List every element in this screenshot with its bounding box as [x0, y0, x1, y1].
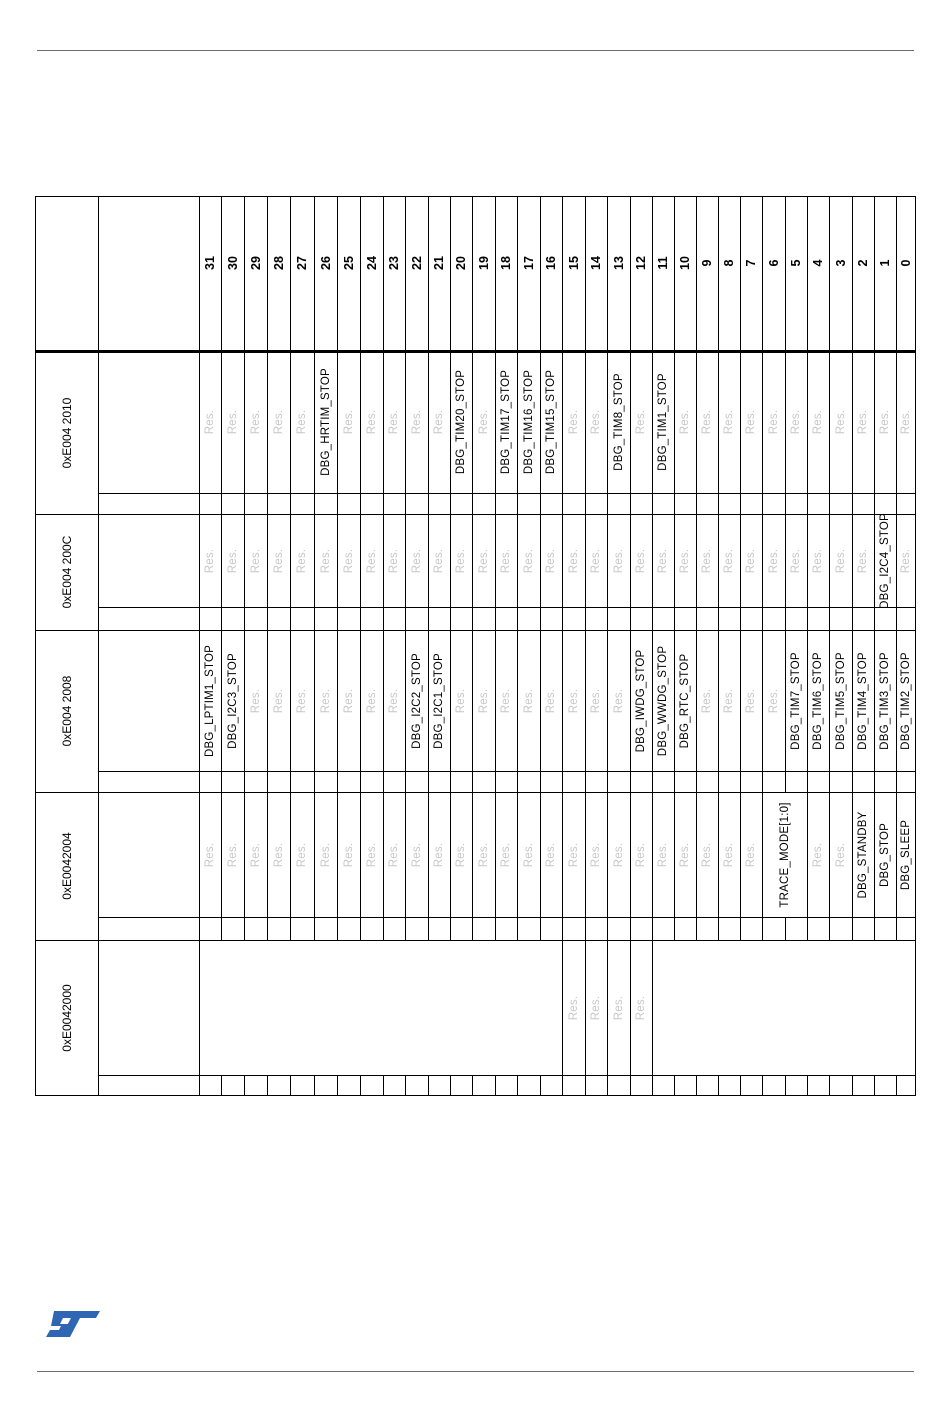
reserved-field-label: Res.: [745, 409, 757, 435]
bit-number-label: 20: [454, 256, 468, 270]
bit-number-label: 6: [766, 259, 781, 267]
bit-number-label: 9: [700, 259, 714, 267]
reserved-field-label: Res.: [812, 548, 824, 573]
reset-value-cell: [314, 917, 337, 940]
reserved-field-label: Res.: [545, 688, 557, 713]
register-field-label: DBG_IWDG_STOP: [635, 649, 647, 752]
reserved-field-label: Res.: [249, 409, 262, 435]
bit-number-label: 27: [295, 256, 309, 270]
reset-value-cell: [652, 1075, 674, 1096]
register-field-label: DBG_TIM6_STOP: [812, 651, 824, 750]
reserved-field-label: Res.: [319, 688, 332, 713]
reserved-field-label: Res.: [342, 409, 355, 435]
bit-number-label: 19: [476, 256, 491, 270]
reserved-field-label: Res.: [477, 842, 490, 867]
register-offset-label: 0xE004 2010: [59, 397, 74, 468]
register-field-label: DBG_TIM20_STOP: [455, 369, 467, 475]
reserved-field-label: Res.: [272, 688, 285, 713]
bit-number-label: 3: [833, 259, 848, 267]
reserved-field-label: Res.: [723, 688, 735, 713]
register-name-cell: [98, 514, 199, 607]
reserved-field-label: Res.: [388, 409, 400, 435]
reserved-field-label: Res.: [455, 842, 467, 867]
register-field-label: DBG_I2C2_STOP: [410, 652, 423, 749]
reset-value-cell: [450, 917, 472, 940]
register-name-cell: [98, 940, 199, 1075]
reset-value-cell: [740, 1075, 762, 1096]
register-field-label: DBG_STOP: [879, 822, 891, 887]
reserved-field-label: Res.: [365, 842, 378, 867]
reserved-field-label: Res.: [635, 548, 647, 573]
reset-value-cell: [495, 917, 517, 940]
bit-number-label: 15: [566, 256, 581, 270]
reserved-field-label: Res.: [272, 548, 285, 573]
bit-number-label: 31: [203, 256, 217, 270]
reset-value-label-cell: [98, 493, 199, 514]
reset-value-cell: [383, 1075, 405, 1096]
bit-number-label: 12: [634, 256, 648, 270]
reserved-field-label: Res.: [834, 548, 847, 573]
reserved-field-label: Res.: [790, 548, 802, 573]
bit-number-label: 22: [409, 256, 424, 270]
reserved-field-label: Res.: [590, 842, 602, 867]
reset-value-cell: [630, 1075, 652, 1096]
reserved-field-label: Res.: [679, 548, 691, 573]
reserved-field-label: Res.: [410, 409, 423, 435]
reserved-field-label: Res.: [455, 548, 467, 573]
reserved-field-label: Res.: [857, 548, 869, 573]
reset-value-cell: [360, 917, 383, 940]
register-field-blank: [652, 940, 916, 1075]
register-name-cell: [98, 630, 199, 771]
bit-number-label: 13: [611, 256, 626, 270]
reset-value-cell: [807, 917, 829, 940]
offset-header-cell: [35, 196, 98, 351]
reserved-field-label: Res.: [635, 409, 647, 435]
reset-value-cell: [740, 917, 762, 940]
reset-value-cell: [221, 917, 244, 940]
reserved-field-label: Res.: [612, 842, 625, 867]
reset-value-cell: [696, 917, 718, 940]
reset-value-label-cell: [98, 607, 199, 630]
reset-value-cell: [495, 1075, 517, 1096]
reserved-field-label: Res.: [226, 842, 239, 867]
reserved-field-label: Res.: [745, 688, 757, 713]
register-field-label: DBG_TIM4_STOP: [857, 651, 869, 750]
reset-value-cell: [540, 917, 562, 940]
reserved-field-label: Res.: [226, 548, 239, 573]
reserved-field-label: Res.: [249, 842, 262, 867]
reserved-field-label: Res.: [701, 548, 713, 573]
bit-number-label: 23: [387, 256, 401, 270]
register-field-label: TRACE_MODE[1:0]: [778, 801, 791, 908]
reset-value-cell: [267, 917, 290, 940]
bit-number-label: 1: [878, 259, 892, 267]
reset-value-label-cell: [98, 1075, 199, 1096]
reserved-field-label: Res.: [296, 842, 308, 867]
reset-value-cell: [428, 1075, 450, 1096]
bit-number-label: 8: [722, 259, 736, 267]
reset-value-cell: [696, 1075, 718, 1096]
reserved-field-label: Res.: [857, 409, 869, 435]
bit-number-label: 7: [744, 259, 758, 267]
reset-value-cell: [852, 1075, 874, 1096]
reserved-field-label: Res.: [500, 548, 512, 573]
register-field-label: DBG_HRTIM_STOP: [319, 368, 332, 476]
reserved-field-label: Res.: [477, 409, 490, 435]
bit-number-label: 5: [789, 259, 803, 267]
reset-value-cell: [199, 917, 221, 940]
reserved-field-label: Res.: [296, 409, 308, 435]
register-field-label: DBG_TIM16_STOP: [522, 369, 535, 475]
register-offset-label: 0xE0042000: [59, 984, 74, 1052]
reset-value-cell: [472, 917, 495, 940]
reserved-field-label: Res.: [812, 842, 824, 867]
bit-number-label: 29: [248, 256, 263, 270]
reset-value-cell: [607, 1075, 630, 1096]
reserved-field-label: Res.: [249, 548, 262, 573]
reset-value-cell: [337, 917, 360, 940]
register-field-label: DBG_TIM7_STOP: [790, 651, 802, 750]
register-name-cell: [98, 351, 199, 493]
reset-value-cell: [896, 1075, 916, 1096]
reserved-field-label: Res.: [410, 842, 423, 867]
reserved-field-label: Res.: [249, 688, 262, 713]
reserved-field-label: Res.: [272, 842, 285, 867]
footer-rule: [37, 1371, 914, 1372]
reset-value-cell: [244, 917, 267, 940]
reserved-field-label: Res.: [296, 688, 308, 713]
register-field-label: DBG_TIM15_STOP: [545, 369, 557, 475]
register-field-label: DBG_WWDG_STOP: [657, 645, 669, 756]
reserved-field-label: Res.: [790, 409, 802, 435]
reserved-field-label: Res.: [388, 548, 400, 573]
reserved-field-label: Res.: [812, 409, 824, 435]
register-field-label: DBG_LPTIM1_STOP: [204, 644, 216, 757]
reserved-field-label: Res.: [590, 548, 602, 573]
register-field-label: DBG_I2C4_STOP: [879, 512, 891, 609]
register-header-cell: [98, 196, 199, 351]
bit-number-label: 18: [499, 256, 513, 270]
register-map-table: [35, 196, 916, 1096]
reset-value-cell: [807, 1075, 829, 1096]
reserved-field-label: Res.: [319, 548, 332, 573]
reset-value-cell: [652, 917, 674, 940]
reserved-field-label: Res.: [477, 688, 490, 713]
reserved-field-label: Res.: [388, 842, 400, 867]
register-field-label: DBG_TIM5_STOP: [834, 651, 847, 750]
reserved-field-label: Res.: [522, 842, 535, 867]
st-logo-s-shape: [46, 1311, 100, 1337]
reserved-field-label: Res.: [679, 409, 691, 435]
reserved-field-label: Res.: [767, 409, 780, 435]
reset-value-cell: [562, 1075, 585, 1096]
reserved-field-label: Res.: [701, 409, 713, 435]
reset-value-cell: [718, 1075, 740, 1096]
reserved-field-label: Res.: [226, 409, 239, 435]
reserved-field-label: Res.: [900, 409, 912, 435]
register-field-label: DBG_STANDBY: [857, 811, 869, 898]
bit-number-label: 10: [678, 256, 692, 270]
reset-value-cell: [199, 1075, 221, 1096]
reserved-field-label: Res.: [567, 409, 580, 435]
reserved-field-label: Res.: [635, 842, 647, 867]
reset-value-cell: [674, 1075, 696, 1096]
reserved-field-label: Res.: [204, 548, 216, 573]
reserved-field-label: Res.: [900, 548, 912, 573]
register-field-label: DBG_SLEEP: [900, 819, 912, 890]
reserved-field-label: Res.: [296, 548, 308, 573]
reset-value-cell: [896, 917, 916, 940]
register-field-label: DBG_I2C1_STOP: [433, 652, 445, 749]
reserved-field-label: Res.: [657, 842, 669, 867]
reset-value-cell: [290, 1075, 314, 1096]
reset-value-cell: [450, 1075, 472, 1096]
reserved-field-label: Res.: [319, 842, 332, 867]
reserved-field-label: Res.: [433, 842, 445, 867]
reserved-field-label: Res.: [433, 409, 445, 435]
reserved-field-label: Res.: [204, 409, 216, 435]
register-name-cell: [98, 792, 199, 917]
bit-number-label: 0: [899, 259, 913, 267]
reserved-field-label: Res.: [433, 548, 445, 573]
register-field-label: Res.: [612, 995, 625, 1020]
register-field-label: DBG_TIM3_STOP: [879, 651, 891, 750]
reserved-field-label: Res.: [723, 548, 735, 573]
bit-number-label: 21: [432, 256, 446, 270]
header-rule: [37, 50, 914, 51]
bit-number-label: 2: [856, 259, 870, 267]
register-field-label: DBG_I2C3_STOP: [226, 652, 239, 749]
reserved-field-label: Res.: [365, 548, 378, 573]
reserved-field-label: Res.: [477, 548, 490, 573]
header-separator: [35, 350, 916, 353]
reserved-field-label: Res.: [410, 548, 423, 573]
reset-value-cell: [383, 917, 405, 940]
reserved-field-label: Res.: [522, 688, 535, 713]
reserved-field-label: Res.: [701, 842, 713, 867]
reserved-field-label: Res.: [522, 548, 535, 573]
reserved-field-label: Res.: [567, 548, 580, 573]
reset-value-cell: [517, 917, 540, 940]
reserved-field-label: Res.: [612, 688, 625, 713]
register-field-label: DBG_TIM2_STOP: [900, 651, 912, 750]
reset-value-cell: [314, 1075, 337, 1096]
reset-value-cell: [267, 1075, 290, 1096]
reset-value-cell: [674, 917, 696, 940]
register-field-label: Res.: [567, 995, 580, 1020]
reserved-field-label: Res.: [590, 409, 602, 435]
bit-number-label: 25: [341, 256, 356, 270]
reserved-field-label: Res.: [204, 842, 216, 867]
bit-number-label: 4: [811, 259, 825, 267]
register-field-label: DBG_TIM8_STOP: [612, 373, 625, 471]
reset-value-cell: [360, 1075, 383, 1096]
reserved-field-label: Res.: [679, 842, 691, 867]
reserved-field-label: Res.: [723, 842, 735, 867]
reserved-field-label: Res.: [365, 409, 378, 435]
bit-number-label: 11: [656, 256, 670, 270]
reserved-field-label: Res.: [745, 842, 757, 867]
reserved-field-label: Res.: [567, 688, 580, 713]
reset-value-label-cell: [98, 917, 199, 940]
reset-value-cell: [852, 917, 874, 940]
register-field-label: DBG_TIM1_STOP: [657, 373, 669, 471]
st-logo: [44, 1309, 102, 1339]
reset-value-cell: [405, 1075, 428, 1096]
reset-value-cell: [785, 917, 807, 940]
reserved-field-label: Res.: [342, 548, 355, 573]
reset-value-cell: [221, 1075, 244, 1096]
bit-number-label: 14: [589, 256, 603, 270]
reset-value-cell: [829, 1075, 852, 1096]
reserved-field-label: Res.: [590, 688, 602, 713]
reserved-field-label: Res.: [342, 688, 355, 713]
reserved-field-label: Res.: [272, 409, 285, 435]
reset-value-cell: [762, 917, 785, 940]
reset-value-cell: [244, 1075, 267, 1096]
reserved-field-label: Res.: [455, 688, 467, 713]
reset-value-cell: [290, 917, 314, 940]
reset-value-cell: [517, 1075, 540, 1096]
reserved-field-label: Res.: [657, 548, 669, 573]
reset-value-cell: [472, 1075, 495, 1096]
reserved-field-label: Res.: [388, 688, 400, 713]
reserved-field-label: Res.: [612, 548, 625, 573]
bit-number-label: 30: [225, 256, 240, 270]
reset-value-cell: [718, 917, 740, 940]
reserved-field-label: Res.: [500, 688, 512, 713]
reset-value-cell: [829, 917, 852, 940]
register-field-label: Res.: [590, 995, 602, 1020]
reset-value-cell: [762, 1075, 785, 1096]
reset-value-cell: [874, 917, 896, 940]
reserved-field-label: Res.: [767, 548, 780, 573]
bit-number-label: 24: [364, 256, 379, 270]
reset-value-cell: [337, 1075, 360, 1096]
reset-value-cell: [428, 917, 450, 940]
register-field-label: Res.: [635, 995, 647, 1020]
bit-number-label: 16: [544, 256, 558, 270]
register-offset-label: 0xE0042004: [59, 832, 74, 900]
reset-value-cell: [540, 1075, 562, 1096]
reset-value-label-cell: [98, 771, 199, 792]
reserved-field-label: Res.: [545, 548, 557, 573]
reserved-field-label: Res.: [342, 842, 355, 867]
bit-number-label: 17: [521, 256, 536, 270]
register-offset-label: 0xE004 2008: [59, 675, 74, 747]
reserved-field-label: Res.: [745, 548, 757, 573]
reserved-field-label: Res.: [545, 842, 557, 867]
reserved-field-label: Res.: [879, 409, 891, 435]
bit-number-label: 26: [318, 256, 333, 270]
register-field-blank: [199, 940, 562, 1075]
register-offset-label: 0xE004 200C: [59, 535, 74, 609]
register-field-label: DBG_TIM17_STOP: [500, 369, 512, 475]
reserved-field-label: Res.: [701, 688, 713, 713]
reserved-field-label: Res.: [500, 842, 512, 867]
reset-value-cell: [585, 1075, 607, 1096]
register-field-label: DBG_RTC_STOP: [679, 653, 691, 748]
reset-value-cell: [785, 1075, 807, 1096]
reset-value-cell: [874, 1075, 896, 1096]
bit-number-label: 28: [271, 256, 286, 270]
reset-value-cell: [405, 917, 428, 940]
reserved-field-label: Res.: [567, 842, 580, 867]
reserved-field-label: Res.: [365, 688, 378, 713]
reserved-field-label: Res.: [767, 688, 780, 713]
reserved-field-label: Res.: [723, 409, 735, 435]
reserved-field-label: Res.: [834, 842, 847, 867]
reserved-field-label: Res.: [834, 409, 847, 435]
